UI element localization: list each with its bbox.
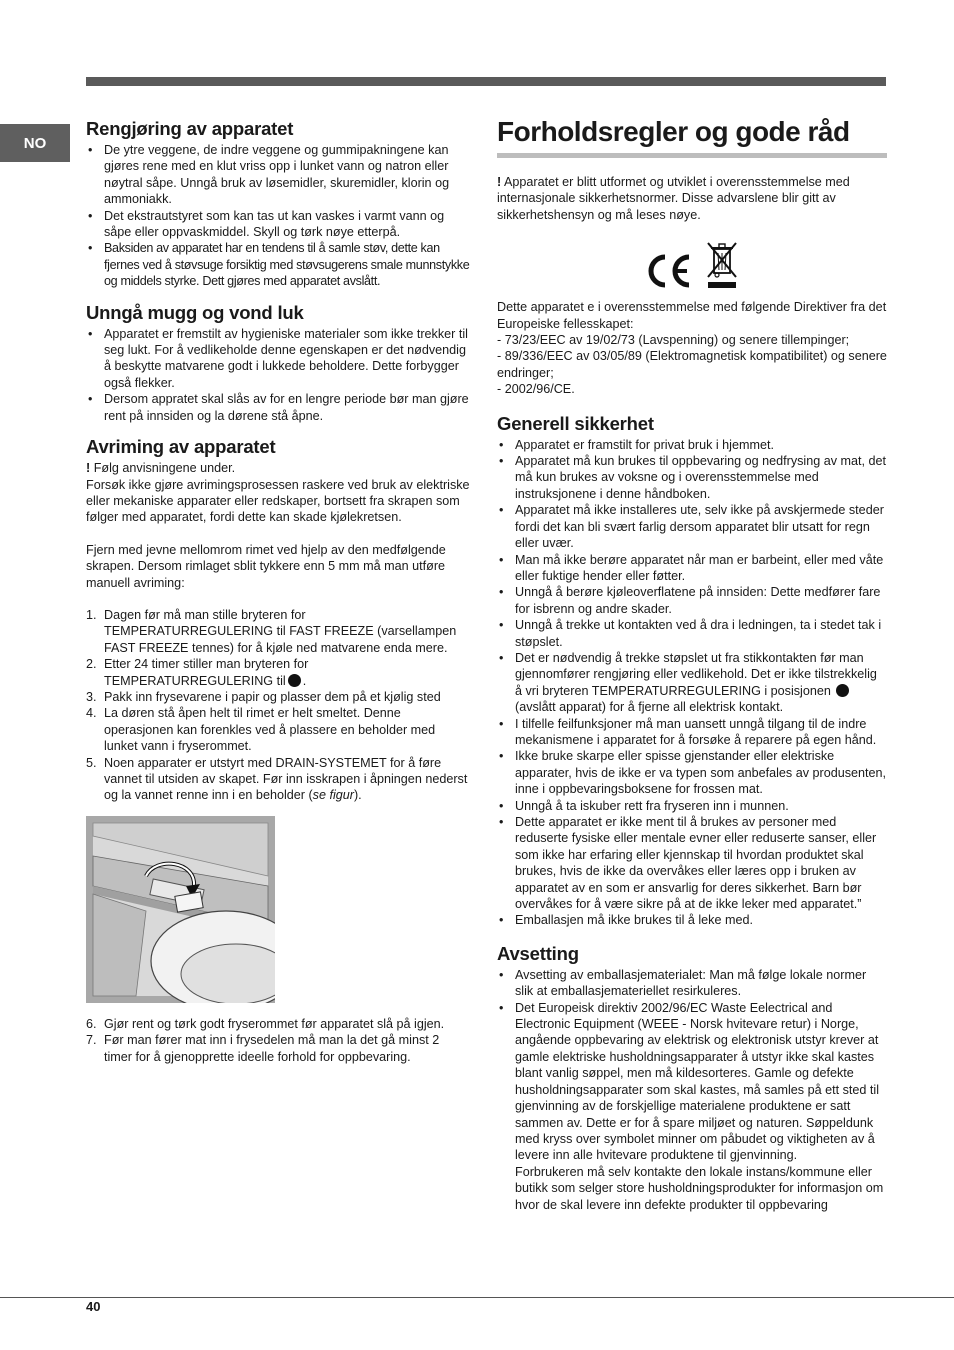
list-item: • Apparatet er framstilt for privat bruk i hjemmet. <box>497 437 887 453</box>
step-number: 3. <box>86 689 97 704</box>
drain-system-illustration <box>86 816 275 1003</box>
list-item: • Emballasjen må ikke brukes til å leke med. <box>497 912 887 928</box>
step-item <box>86 607 470 656</box>
footer-rule <box>0 1297 954 1298</box>
list-item: • Dersom appratet skal slås av for en lengre periode bør man gjøre rent på innsiden og la dørene stå åpne. <box>86 391 470 424</box>
step-text: Pakk inn frysevarene i papir og plasser dem på et kjølig sted <box>104 689 441 704</box>
step-number: 2. <box>86 657 97 672</box>
defrost-para-2: Fjern med jevne mellomrom rimet ved hjelp av den medfølgende skrapen. Dersom rimlaget sblit tykkere enn 5 mm må man utføre manuell avriming: <box>86 542 446 590</box>
top-rule <box>86 77 886 86</box>
step-number: 6. <box>86 1016 97 1031</box>
step-number: 1. <box>86 607 97 622</box>
list-item: • Man må ikke berøre apparatet når man er barbeint, eller med våte eller fuktige hender eller føtter. <box>497 552 887 585</box>
step-text: La døren stå åpen helt til rimet er helt smeltet. Denne operasjonen kan forenkles ved å plassere en beholder med lunket vann i fryserommet. <box>104 706 436 754</box>
directives-line: - 89/336/EEC av 03/05/89 (Elektromagnetisk kompatibilitet) og senere endringer; <box>497 349 887 380</box>
list-item: • Unngå å berøre kjøleoverflatene på innsiden: Dette medfører fare for isbrenn og andre skader. <box>497 584 887 617</box>
directives-line: - 2002/96/CE. <box>497 382 575 397</box>
language-tab: NO <box>0 124 70 162</box>
mould-list <box>86 326 470 424</box>
step-item <box>86 1032 470 1065</box>
figure-reference: se figur <box>312 788 354 803</box>
list-text: • Det Europeisk direktiv 2002/96/EC Waste Eelectrical and Electronic Equipment (WEEE - Norsk hvitevare retur) i Norge, angående oppbevaring av elektrisk og elektronisk utstyr krever at gamle elektriske husholdningsapparater å utstyr ikke skal kastes blant vanlig søppel, men må kildesorteres. Gamle og defekte husholdningsapparater som skal kastes, må samles på ett sted til gjenvinning av de forskjellige materialene produktene er satt sammen av. Dette er for å spare miljøet og naturen. Søppeldunk med kryss over symbolet minner om påbudet og viktigheten av å levere inn alle hvitevare produktene til gjenvinning. <box>515 1000 880 1163</box>
directives-line: Dette apparatet e i overensstemmelse med følgende Direktiver fra det Europeiske fellesskapet: <box>497 300 887 331</box>
list-item: • Ikke bruke skarpe eller spisse gjenstander eller elektriske apparater, hvis de ikke er va typen som anbefales av produsenten, inne i oppbevaringsboksene for frossen mat. <box>497 748 887 797</box>
step-item <box>86 1016 470 1032</box>
step-item <box>86 705 470 754</box>
list-item: • Apparatet må ikke installeres ute, selv ikke på avskjermede steder fordi det kan bli svært farlig dersom apparatet blir utsatt for regn eller uvær. <box>497 502 887 551</box>
list-text: Forbrukeren må selv kontakte den lokale instans/kommune eller butikk som selger store husholdningsprodukter for informasjon om hvor de skal levere inn defekte produkter til oppbevaring <box>515 1164 884 1212</box>
safety-heading: Generell sikkerhet <box>497 412 654 434</box>
list-item: • Dette apparatet er ikke ment til å brukes av personer med reduserte fysiske eller mentale evner eller reduserte sanser, eller som ikke har erfaring eller kjennskap til hvordan produktet skal brukes, hvis de ikke da overvåkes eller læres opp i bruken av apparatet av en som er ansvarlig for deres sikkerhet. Barn bør overvåkes for å være sikre på at de ikke leker med apparatet.” <box>497 814 887 912</box>
list-item: • I tilfelle feilfunksjoner må man uansett unngå tilgang til de indre mekanismene i apparatet for å forsøke å reparere på egen hånd. <box>497 716 887 749</box>
step-number: 7. <box>86 1033 97 1048</box>
step-text: Før man fører mat inn i frysedelen må man la det gå minst 2 timer for å gjenopprette ideelle forhold for oppbevaring. <box>104 1033 440 1064</box>
list-item: • Apparatet er fremstilt av hygieniske materialer som ikke trekker til seg lukt. For å vedlikeholde denne egenskapen er det nødvendig å beskytte matvarene godt i lukkede beholdere. Dette forbygger også flekker. <box>86 326 470 392</box>
step-text: Noen apparater er utstyrt med DRAIN-SYSTEMET for å føre vannet til utsiden av skapet. Før inn isskrapen i åpningen nederst og la vannet renne inn i en beholder ( <box>104 755 468 803</box>
disposal-heading: Avsetting <box>497 942 579 964</box>
page-number: 40 <box>86 1299 101 1314</box>
intro-body: Apparatet er blitt utformet og utviklet i overensstemmelse med internasjonale sikkerhetsnormer. Disse advarslene blir gitt av sikkerhetshensyn og må leses nøye. <box>497 175 850 222</box>
list-item: • Apparatet må kun brukes til oppbevaring og nedfrysing av mat, det må kun brukes av voksne og i overensstemmelse med instruksjonene i denne håndboken. <box>497 453 887 502</box>
disposal-list <box>497 967 887 1213</box>
step-text: Gjør rent og tørk godt fryserommet før apparatet slå på igjen. <box>104 1016 445 1031</box>
step-text: ). <box>353 788 362 803</box>
intro-text <box>497 174 887 223</box>
note-text: Følg anvisningene under. <box>90 461 236 476</box>
crossed-bin-icon <box>705 239 739 289</box>
defrost-para-1: Forsøk ikke gjøre avrimingsprosessen raskere ved bruk av elektriske eller mekaniske apparater eller redskaper, bortsett fra skrapen som følger med apparatet, fordi dette kan skade kjølekretsen. <box>86 477 470 525</box>
off-knob-icon <box>288 674 301 687</box>
step-item <box>86 656 470 689</box>
defrost-heading: Avriming av apparatet <box>86 436 276 458</box>
list-item: • Unngå å trekke ut kontakten ved å dra i ledningen, ta i stedet tak i støpslet. <box>497 617 887 650</box>
list-item <box>497 1000 887 1213</box>
step-number: 5. <box>86 755 97 770</box>
off-knob-icon <box>836 684 849 697</box>
list-item <box>497 650 887 716</box>
list-text: (avslått apparat) for å fjerne all elektrisk kontakt. <box>515 700 784 715</box>
list-item: • Det ekstrautstyret som kan tas ut kan vaskes i varmt vann og såpe eller oppvaskmiddel. Skyll og tørk nøye etterpå. <box>86 208 470 241</box>
step-text: Etter 24 timer stiller man bryteren for TEMPERATURREGULERING til <box>104 657 309 688</box>
step-item <box>86 689 470 705</box>
step-text: . <box>302 673 307 688</box>
defrost-note <box>86 460 470 476</box>
defrost-steps-continued <box>86 1016 470 1065</box>
mould-heading: Unngå mugg og vond luk <box>86 301 304 323</box>
list-item: • Baksiden av apparatet har en tendens til å samle støv, dette kan fjernes ved å støvsuge forsiktig med støvsugerens smale munnstykke og middels styrke. Dett gjøres med apparatet avslått. <box>86 240 470 289</box>
step-text: Dagen før må man stille bryteren for TEMPERATURREGULERING til FAST FREEZE (varsellampen FAST FREEZE tennes) for å kjøle ned matvarene enda mere. <box>104 607 457 655</box>
right-column <box>497 116 887 1213</box>
safety-list <box>497 437 887 929</box>
warning-mark: ! <box>497 175 502 189</box>
warning-mark: ! <box>86 461 91 476</box>
compliance-marks <box>497 237 887 289</box>
list-item: • De ytre veggene, de indre veggene og gummipakningene kan gjøres rene med en klut vriss opp i lunket vann og natron eller nøytral såpe. Unngå bruk av løsemidler, skuremidler, klorin og ammoniakk. <box>86 142 470 208</box>
list-item: • Avsetting av emballasjematerialet: Man må følge lokale normer slik at emballasjemateriellet resirkuleres. <box>497 967 887 1000</box>
cleaning-list <box>86 142 470 290</box>
left-column <box>86 118 470 1065</box>
directives-line: - 73/23/EEC av 19/02/73 (Lavspenning) og senere tillempinger; <box>497 333 850 348</box>
page-title: Forholdsregler og gode råd <box>497 116 850 147</box>
cleaning-heading: Rengjøring av apparatet <box>86 118 294 139</box>
defrost-steps <box>86 607 470 804</box>
title-rule <box>497 153 887 158</box>
list-text: Det er nødvendig å trekke støpslet ut fra stikkontakten før man gjennomfører rengjøring eller vedlikehold. Det er ikke tilstrekkelig å vri bryteren TEMPERATURREGULERING i posisjonen <box>515 650 877 698</box>
step-number: 4. <box>86 706 97 721</box>
ce-mark-icon <box>645 253 693 289</box>
step-item <box>86 755 470 804</box>
list-item: • Unngå å ta iskuber rett fra fryseren inn i munnen. <box>497 798 887 814</box>
